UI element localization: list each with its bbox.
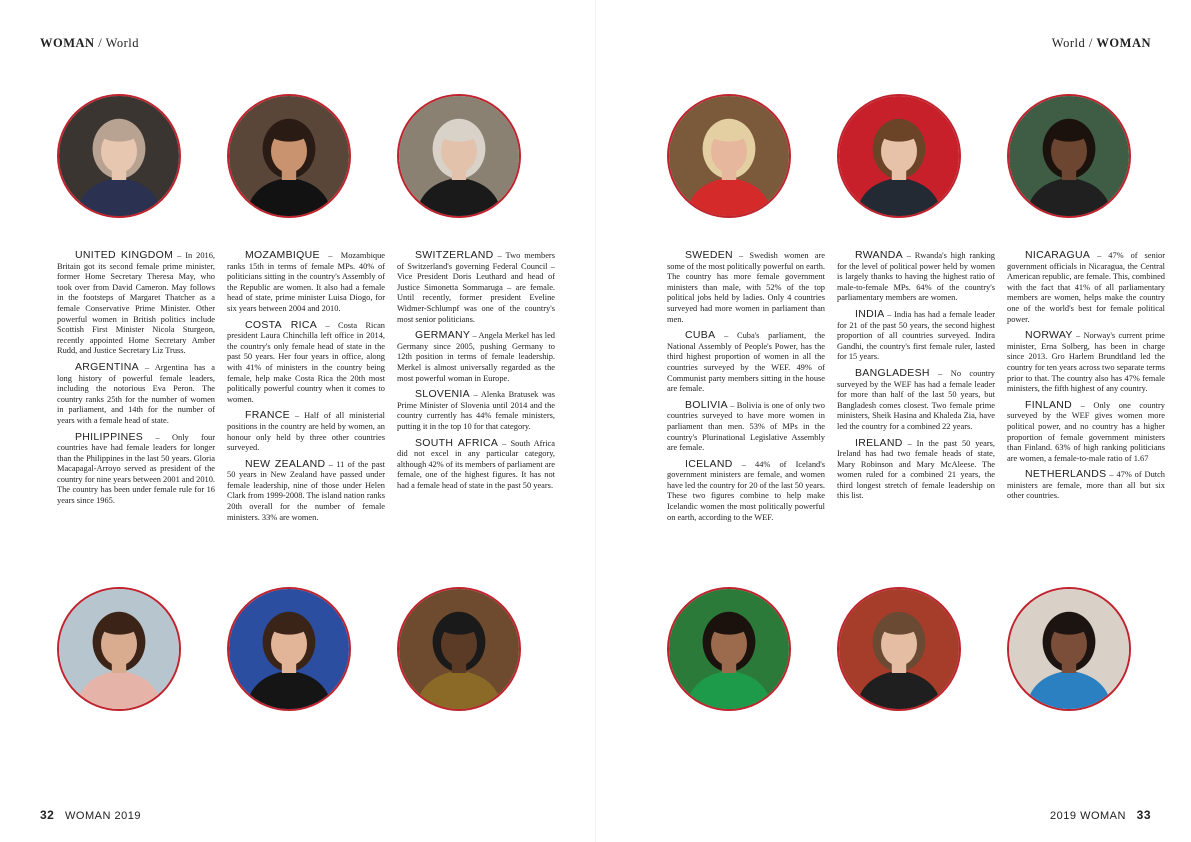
country-entry: [1007, 330, 1165, 395]
country-name: RWANDA: [855, 249, 903, 261]
country-text: – Cuba's parliament, the National Assembly of People's Power, has the third highest proportion of women in all the countries surveyed by the WEF. 49% of Communist party members sitting in the house are female.: [667, 331, 825, 394]
country-text: – Rwanda's high ranking for the level of political power held by women is largely thanks to having the highest ratio of male-to-female MPs. 64% of the country's parliamentary members are women.: [837, 251, 995, 303]
country-name: FRANCE: [245, 409, 290, 422]
country-text: – 47% of Dutch ministers are female, more than all but six other countries.: [1007, 470, 1165, 501]
running-header-right: World / WOMAN: [1051, 36, 1151, 50]
page-gutter: [595, 0, 596, 842]
portrait-bangladesh: [667, 587, 791, 711]
country-name: CUBA: [685, 329, 716, 342]
country-text: – In the past 50 years, Ireland has had two female heads of state, Mary Robinson and Mary McAleese. The women ruled for a combined 21 years, the third longest stretch of female leadership on this list.: [837, 438, 995, 501]
country-name: BOLIVIA: [685, 398, 728, 411]
portrait-image: [229, 96, 349, 216]
magazine-title: 2019 WOMAN: [1050, 810, 1126, 822]
country-name: GERMANY: [415, 329, 471, 342]
country-name: NICARAGUA: [1025, 249, 1091, 261]
portrait-image: [399, 589, 519, 709]
page-number: 33: [1136, 808, 1151, 822]
country-name: SWEDEN: [685, 249, 733, 261]
country-entry: [837, 438, 995, 503]
country-text: – Mozambique ranks 15th in terms of female MPs. 40% of politicians sitting in the country's Assembly of the Republic are women. It also had a female head of state, prime minister Luisa Diogo, for six years between 2004 and 2010.: [227, 251, 385, 313]
country-text: – Norway's current prime minister, Erna Solberg, has been in charge since 2013. Gro Harlem Brundtland led the country for ten years across two separate terms prior to that. The country also has 47% female ministers, the fifth highest of any country.: [1007, 331, 1165, 394]
country-text: – Only one country surveyed by the WEF gives women more political power, and no country has a higher proportion of female government ministers than Finland. 63% of high ranking politicians are women, a female-to-male ratio of 1.67: [1007, 400, 1165, 463]
country-name: SWITZERLAND: [415, 249, 494, 261]
country-name: ARGENTINA: [75, 360, 139, 373]
country-text: – Costa Rican president Laura Chinchilla left office in 2014, the country's only female head of state in the past 50 years. Her four years in office, along with 41% of ministers in the country being female, help make Costa Rica the 20th most politically powerful country when it comes to women.: [227, 320, 385, 404]
text-column: [837, 250, 995, 507]
country-entry: [57, 250, 215, 357]
country-entry: [837, 250, 995, 304]
country-text: – India has had a female leader for 21 of the past 50 years, the second highest proportion of all countries surveyed. Indira Gandhi, the country's first female ruler, lasted for 15 years.: [837, 309, 995, 362]
portrait-image: [1009, 96, 1129, 216]
text-column: [57, 250, 215, 512]
portrait-costa-rica: [227, 94, 351, 218]
country-text: – Argentina has a long history of powerful female leaders, including the notorious Eva Peron. The country ranks 25th for the number of women in parliament, and 14th for the number of years with a female head of state.: [57, 362, 215, 425]
country-text: – 44% of Iceland's government ministers are female, and women have led the country for 20 of the last 50 years. These two figures combine to help make Icelandic women the most politically powerful on earth, according to the WEF.: [667, 459, 825, 522]
country-text: – Angela Merkel has led Germany since 2005, pushing Germany to 12th position in terms of female leadership. Merkel is almost universally regarded as the most powerful woman in Europe.: [397, 331, 555, 383]
country-name: MOZAMBIQUE: [245, 249, 320, 261]
country-entry: [1007, 469, 1165, 502]
country-name: PHILIPPINES: [75, 430, 144, 443]
country-entry: [227, 459, 385, 524]
portrait-switzerland: [397, 94, 521, 218]
portrait-mozambique: [397, 587, 521, 711]
text-column: [667, 250, 825, 528]
country-entry: [397, 389, 555, 432]
portrait-image: [59, 589, 179, 709]
country-name: SOUTH AFRICA: [415, 436, 499, 449]
country-name: NETHERLANDS: [1025, 468, 1107, 481]
country-text: – Alenka Bratusek was Prime Minister of Slovenia until 2014 and the country currently has 44% female ministers, putting it in the top 10 for that category.: [397, 390, 555, 431]
country-entry: [667, 330, 825, 395]
country-entry: [667, 400, 825, 454]
country-text: – Bolivia is one of only two countries surveyed to have more women in parliament than men. 53% of MPs in the country's Plurinational Legislative Assembly are female.: [667, 400, 825, 453]
text-column: [397, 250, 555, 496]
portrait-france: [227, 587, 351, 711]
portrait-image: [1009, 589, 1129, 709]
country-text: – 11 of the past 50 years in New Zealand have passed under female leadership, nine of those under Helen Clark from 1999-2008. The island nation ranks 20th overall for the number of female ministers. 33% are women.: [227, 459, 385, 522]
country-text: – Swedish women are some of the most politically powerful on earth. The country has more female government ministers than male, with 52% of the top political jobs held by ladies. Only 4 countries surveyed had more women in parliament than men.: [667, 251, 825, 324]
portrait-image: [839, 589, 959, 709]
footer-left: [40, 808, 141, 822]
portrait-slovenia: [837, 94, 961, 218]
portrait-image: [229, 589, 349, 709]
country-text: – 47% of senior government officials in Nicaragua, the Central American republic, are female. This, combined with the fact that 41% of all parliamentary members are women, helps make the country one of the world's best for female political power.: [1007, 251, 1165, 324]
running-header-left: WOMAN / World: [40, 36, 140, 50]
country-entry: [227, 320, 385, 406]
country-entry: [1007, 250, 1165, 325]
portrait-image: [669, 589, 789, 709]
country-text: – Only four countries have had female leaders for longer than the Philippines in the last 50 years. Gloria Macapagal-Arroyo served as president of the country for nine years between 2001 and 2010. The country has been under female rule for 16 years since 1965.: [57, 432, 215, 506]
country-name: UNITED KINGDOM: [75, 249, 174, 261]
country-entry: [837, 309, 995, 363]
country-name: NORWAY: [1025, 329, 1073, 342]
country-name: FINLAND: [1025, 398, 1073, 411]
country-entry: [57, 432, 215, 507]
country-entry: [227, 250, 385, 315]
country-name: NEW ZEALAND: [245, 457, 326, 470]
country-entry: [667, 459, 825, 524]
country-entry: [1007, 400, 1165, 465]
portrait-new-zealand: [837, 587, 961, 711]
country-name: SLOVENIA: [415, 388, 470, 401]
country-name: IRELAND: [855, 436, 903, 449]
country-entry: [397, 330, 555, 384]
country-entry: [397, 250, 555, 325]
country-text: – Half of all ministerial positions in the country are held by women, an honour only held by three other countries surveyed.: [227, 411, 385, 453]
country-entry: [227, 410, 385, 453]
country-name: INDIA: [855, 307, 885, 320]
portrait-ireland: [1007, 587, 1131, 711]
text-column: [1007, 250, 1165, 507]
country-text: – South Africa did not excel in any particular category, although 42% of its members of parliament are female, one of the highest figures. It has not had a female head of state in the past 50 years.: [397, 438, 555, 490]
country-entry: [837, 368, 995, 433]
portrait-argentina: [57, 587, 181, 711]
text-column: [227, 250, 385, 528]
portrait-image: [399, 96, 519, 216]
country-name: COSTA RICA: [245, 318, 318, 331]
page-number: 32: [40, 808, 55, 822]
country-name: BANGLADESH: [855, 366, 930, 379]
portrait-image: [59, 96, 179, 216]
country-text: – Two members of Switzerland's governing Federal Council – Vice President Doris Leuthard and head of Justice Simonetta Sommaruga – are female. Until recently, former president Eveline Widmer-Schlumpf was one of the country's most senior politicians.: [397, 251, 555, 324]
portrait-image: [669, 96, 789, 216]
country-text: – In 2016, Britain got its second female prime minister, former Home Secretary Theresa May, who took over from David Cameron. May follows in the footsteps of Margaret Thatcher as a female Conservative Prime Minister. Other powerful women in British politics include Scottish First Minister Nicola Sturgeon, recently appointed Home Secretary Amber Rudd, and Justice Secretary Liz Truss.: [57, 251, 215, 356]
country-entry: [57, 362, 215, 427]
country-entry: [397, 438, 555, 492]
footer-right: [1050, 808, 1151, 822]
country-name: ICELAND: [685, 457, 733, 470]
portrait-rwanda: [1007, 94, 1131, 218]
country-text: – No country surveyed by the WEF has had a female leader for more than half of the last 50 years, but Bangladesh comes closest. Two female prime ministers, Sheik Hasina and Khaleda Zia, have led the country for a combined 22 years.: [837, 368, 995, 431]
portrait-norway: [667, 94, 791, 218]
magazine-title: WOMAN 2019: [65, 810, 141, 822]
country-entry: [667, 250, 825, 325]
portrait-uk: [57, 94, 181, 218]
portrait-image: [839, 96, 959, 216]
